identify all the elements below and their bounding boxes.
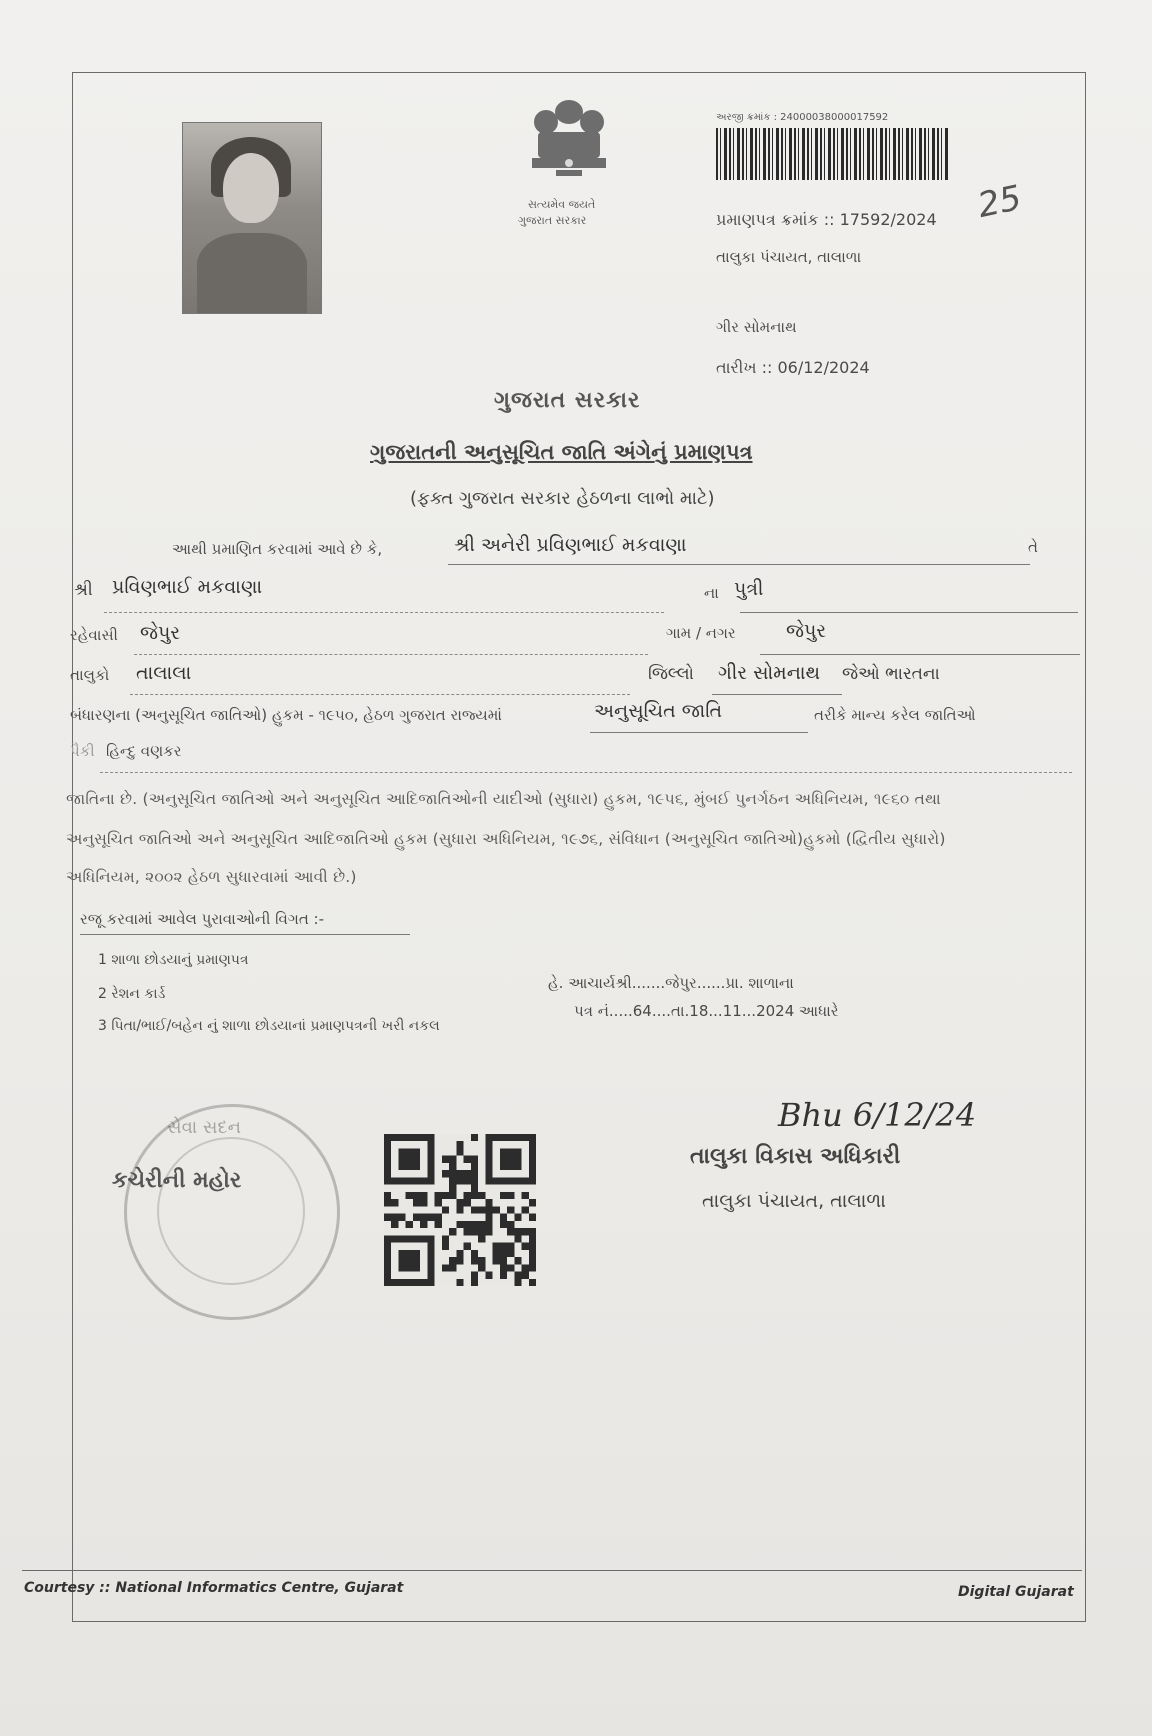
state-emblem-icon	[516, 92, 622, 204]
father-name-line	[104, 612, 664, 613]
father-name: પ્રવિણભાઈ મકવાણા	[112, 576, 263, 598]
category-value: અનુસૂચિત જાતિ	[594, 700, 723, 722]
resident-line	[134, 654, 648, 655]
office-seal-inner-ring	[157, 1137, 305, 1285]
office-seal-ring-text: સેવા સદન	[167, 1117, 241, 1138]
footer-divider	[22, 1570, 1082, 1571]
government-title: ગુજરાત સરકાર	[494, 388, 641, 413]
evidence-note-line-1: હે. આચાર્યશ્રી.......જેપુર......પ્રા. શાળાના	[548, 974, 794, 992]
caste-value: હિન્દુ વણકર	[106, 742, 182, 760]
evidence-note-line-2: પત્ર નં.....64....તા.18...11...2024 આધારે	[574, 1002, 839, 1020]
barcode-label: અરજી ક્રમાંક : 24000038000017592	[716, 112, 889, 123]
legal-paragraph-line-1: જાતિના છે. (અનુસૂચિત જાતિઓ અને અનુસૂચિત આદિજાતિઓની યાદીઓ (સુધારા) હુકમ, ૧૯૫૬, મુંબઈ પુનર્ગઠન અધિનિયમ, ૧૯૬૦ તથા	[66, 790, 941, 808]
category-line	[590, 732, 808, 733]
caste-line	[100, 772, 1072, 773]
footer-courtesy: Courtesy :: National Informatics Centre, Gujarat	[24, 1580, 404, 1596]
photo-body	[197, 233, 307, 313]
evidence-item: 3 પિતા/ભાઈ/બહેન નું શાળા છોડયાનાં પ્રમાણપત્રની ખરી નકલ	[98, 1018, 440, 1034]
officer-office: તાલુકા પંચાયત, તાલાળા	[702, 1190, 886, 1212]
relation-line	[740, 612, 1078, 613]
applicant-name: શ્રી અનેરી પ્રવિણભાઈ મકવાણા	[454, 534, 687, 556]
emblem-caption-1: સત્યમેવ જયતે	[528, 198, 596, 211]
taluka-value: તાલાલા	[136, 662, 192, 684]
certificate-title: ગુજરાતની અનુસૂચિત જાતિ અંગેનું પ્રમાણપત્ર	[370, 440, 753, 464]
evidence-heading-line	[80, 934, 410, 935]
legal-paragraph-line-2: અનુસૂચિત જાતિઓ અને અનુસૂચિત આદિજાતિઓ હુકમ (સુધારા અધિનિયમ, ૧૯૭૬, સંવિધાન (અનુસૂચિત જાતિઓ)હુકમો (દ્વિતીય સુધારો)	[66, 830, 946, 848]
emblem-caption-2: ગુજરાત સરકાર	[518, 214, 587, 227]
officer-signature: Bhu 6/12/24	[778, 1096, 977, 1134]
village-line	[760, 654, 1080, 655]
footer-brand: Digital Gujarat	[958, 1584, 1074, 1600]
shri-label: શ્રી	[74, 580, 93, 600]
te-label: તે	[1028, 538, 1038, 556]
office-seal	[124, 1104, 340, 1320]
evidence-item: 2 રેશન કાર્ડ	[98, 986, 166, 1002]
photo-face	[223, 153, 279, 223]
issuer-office: તાલુકા પંચાયત, તાલાળા	[716, 248, 862, 266]
certificate-number: પ્રમાણપત્ર ક્રમાંક :: 17592/2024	[716, 210, 937, 229]
taluka-line	[130, 694, 630, 695]
village-label: ગામ / નગર	[666, 624, 736, 642]
district-line	[712, 694, 842, 695]
handwritten-mark: 25	[974, 177, 1025, 227]
intro-label: આથી પ્રમાણિત કરવામાં આવે છે કે,	[172, 540, 383, 558]
constitution-text: બંધારણના (અનુસૂચિત જાતિઓ) હુકમ - ૧૯૫૦, હેઠળ ગુજરાત રાજ્યમાં	[70, 706, 502, 724]
applicant-name-line	[448, 564, 1030, 565]
qr-code	[384, 1134, 536, 1286]
district-value: ગીર સોમનાથ	[718, 662, 821, 684]
district-label: જિલ્લો	[648, 664, 694, 684]
barcode	[716, 128, 948, 180]
certificate-subtitle: (ફક્ત ગુજરાત સરકાર હેઠળના લાભો માટે)	[410, 488, 715, 509]
officer-designation: તાલુકા વિકાસ અધિકારી	[690, 1144, 901, 1169]
relation-value: પુત્રી	[734, 578, 764, 600]
office-seal-label: કચેરીની મહોર	[112, 1168, 242, 1193]
issuer-district: ગીર સોમનાથ	[716, 318, 797, 336]
recognized-text: તરીકે માન્ય કરેલ જાતિઓ	[814, 706, 976, 724]
applicant-photo	[182, 122, 322, 314]
village-value: જેપુર	[786, 620, 827, 642]
evidence-item: 1 શાળા છોડયાનું પ્રમાણપત્ર	[98, 952, 249, 968]
caste-prefix: પૈકી	[70, 742, 95, 760]
na-label: ના	[704, 584, 719, 602]
evidence-heading: રજૂ કરવામાં આવેલ પુરાવાઓની વિગત :-	[80, 910, 325, 928]
india-label: જેઓ ભારતના	[842, 664, 940, 684]
legal-paragraph-line-3: અધિનિયમ, ૨૦૦૨ હેઠળ સુધારવામાં આવી છે.)	[66, 868, 357, 886]
resident-label: રહેવાસી	[70, 626, 118, 644]
issue-date: તારીખ :: 06/12/2024	[716, 358, 870, 377]
resident-value: જેપુર	[140, 622, 181, 644]
taluka-label: તાલુકો	[70, 666, 110, 684]
